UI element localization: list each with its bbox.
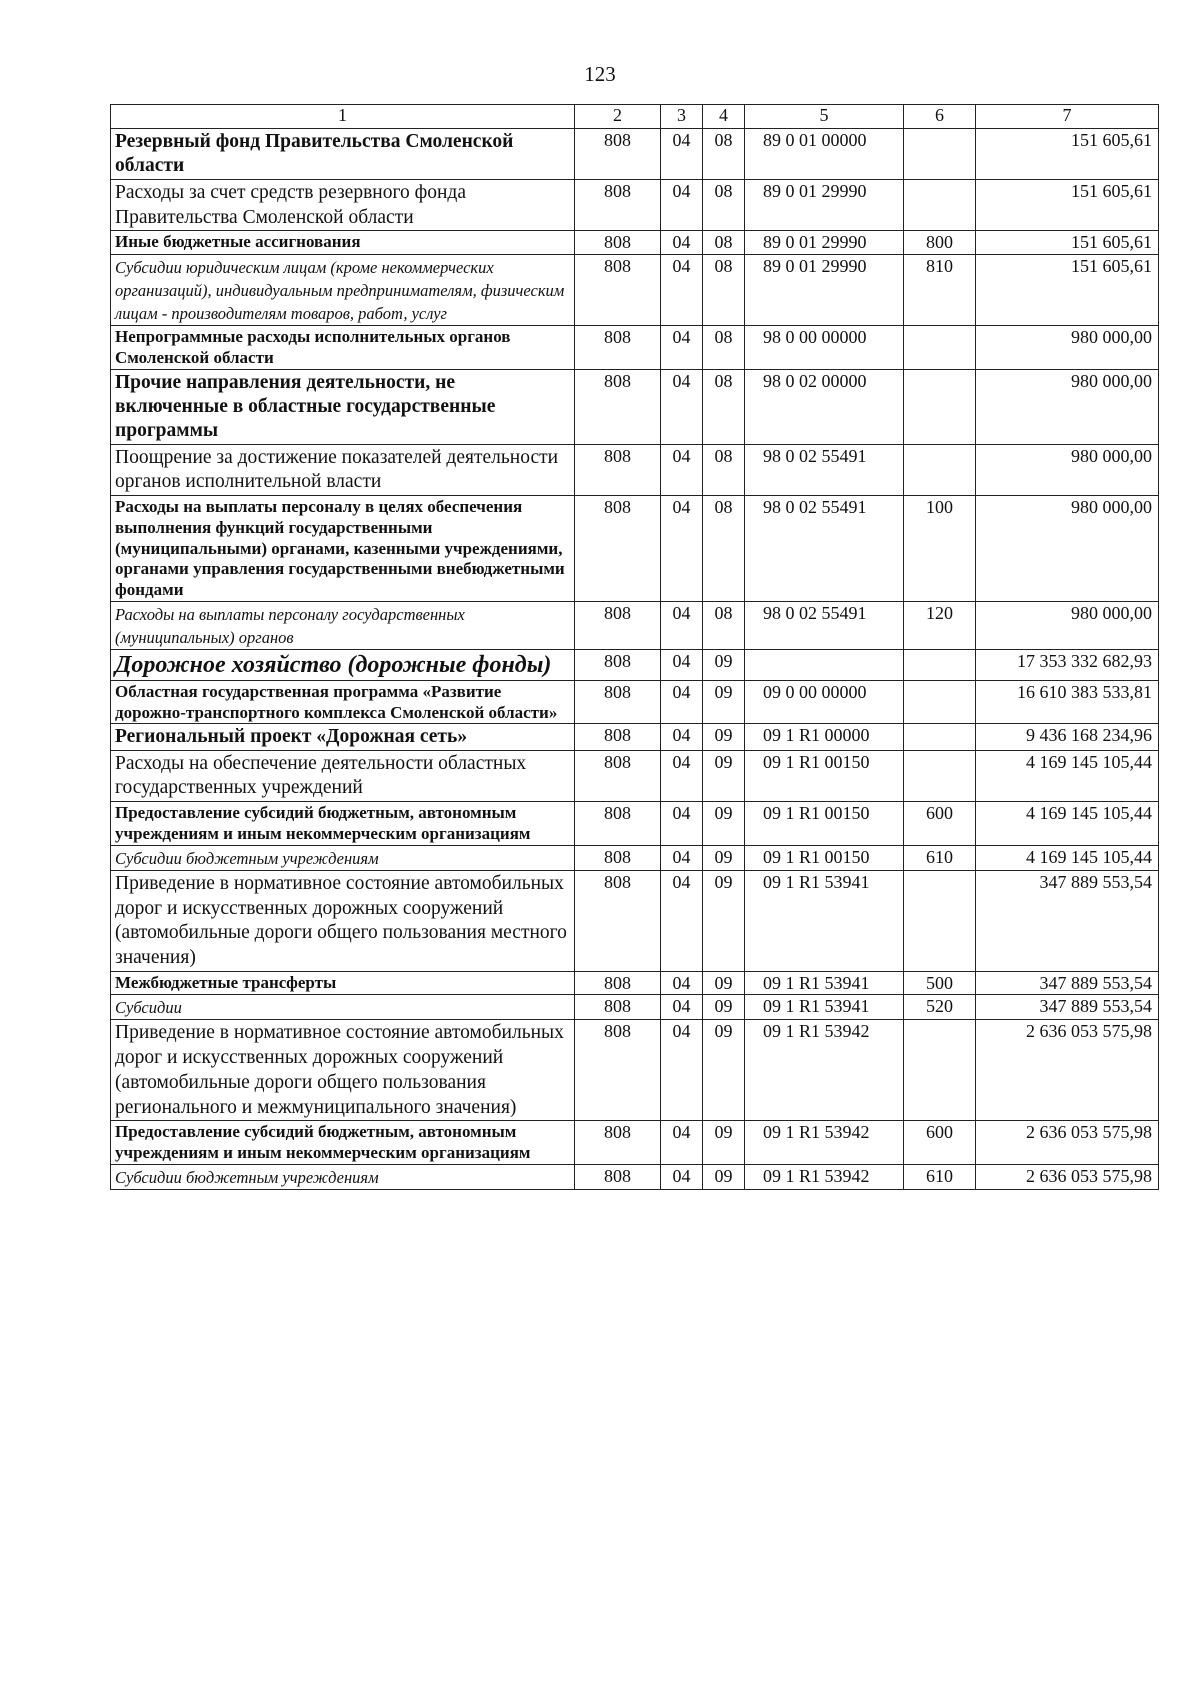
section-cell: 04 <box>661 724 703 750</box>
expense-type-cell <box>904 179 976 231</box>
amount-cell: 151 605,61 <box>976 231 1159 255</box>
table-row <box>111 680 1159 723</box>
amount-cell: 347 889 553,54 <box>976 971 1159 995</box>
amount-cell: 16 610 383 533,81 <box>976 680 1159 723</box>
grbs-cell: 808 <box>575 231 661 255</box>
section-cell: 04 <box>661 845 703 870</box>
expense-type-cell <box>904 650 976 681</box>
amount-cell: 4 169 145 105,44 <box>976 750 1159 802</box>
grbs-cell: 808 <box>575 444 661 496</box>
row-name-cell: Приведение в нормативное состояние автомобильных дорог и искусственных дорожных сооружений (автомобильные дороги общего пользования местного значения) <box>111 870 575 971</box>
table-row <box>111 326 1159 369</box>
target-article-cell: 09 0 00 00000 <box>745 680 904 723</box>
subsection-cell: 08 <box>703 254 745 325</box>
target-article-cell: 89 0 01 00000 <box>745 129 904 180</box>
row-name-cell: Субсидии бюджетным учреждениям <box>111 1164 575 1189</box>
row-name-cell: Дорожное хозяйство (дорожные фонды) <box>111 650 575 681</box>
row-name-cell: Расходы за счет средств резервного фонда Правительства Смоленской области <box>111 179 575 231</box>
row-name-cell: Областная государственная программа «Развитие дорожно-транспортного комплекса Смоленской области» <box>111 680 575 723</box>
budget-table <box>110 104 1159 1190</box>
table-row <box>111 254 1159 325</box>
expense-type-cell: 800 <box>904 231 976 255</box>
expense-type-cell <box>904 369 976 444</box>
grbs-cell: 808 <box>575 369 661 444</box>
expense-type-cell <box>904 326 976 369</box>
header-cell: 7 <box>976 105 1159 129</box>
expense-type-cell <box>904 870 976 971</box>
grbs-cell: 808 <box>575 995 661 1020</box>
target-article-cell: 09 1 R1 00150 <box>745 845 904 870</box>
row-name-cell: Иные бюджетные ассигнования <box>111 231 575 255</box>
grbs-cell: 808 <box>575 971 661 995</box>
section-cell: 04 <box>661 1164 703 1189</box>
expense-type-cell <box>904 724 976 750</box>
table-row <box>111 845 1159 870</box>
section-cell: 04 <box>661 444 703 496</box>
table-row <box>111 601 1159 649</box>
target-article-cell: 98 0 02 55491 <box>745 601 904 649</box>
table-row <box>111 650 1159 681</box>
amount-cell: 980 000,00 <box>976 601 1159 649</box>
section-cell: 04 <box>661 650 703 681</box>
grbs-cell: 808 <box>575 680 661 723</box>
amount-cell: 4 169 145 105,44 <box>976 802 1159 845</box>
subsection-cell: 08 <box>703 129 745 180</box>
amount-cell: 2 636 053 575,98 <box>976 1164 1159 1189</box>
page-number: 123 <box>584 62 616 86</box>
amount-cell: 151 605,61 <box>976 129 1159 180</box>
header-cell: 6 <box>904 105 976 129</box>
grbs-cell: 808 <box>575 802 661 845</box>
section-cell: 04 <box>661 995 703 1020</box>
subsection-cell: 09 <box>703 650 745 681</box>
subsection-cell: 09 <box>703 1020 745 1121</box>
target-article-cell: 09 1 R1 53941 <box>745 995 904 1020</box>
section-cell: 04 <box>661 1121 703 1164</box>
grbs-cell: 808 <box>575 601 661 649</box>
target-article-cell: 09 1 R1 53942 <box>745 1164 904 1189</box>
table-row <box>111 995 1159 1020</box>
target-article-cell <box>745 650 904 681</box>
header-cell: 5 <box>745 105 904 129</box>
subsection-cell: 09 <box>703 1121 745 1164</box>
subsection-cell: 09 <box>703 1164 745 1189</box>
table-row <box>111 1121 1159 1164</box>
row-name-cell: Субсидии юридическим лицам (кроме некоммерческих организаций), индивидуальным предпринимателям, физическим лицам - производителям товаров, работ, услуг <box>111 254 575 325</box>
header-cell: 4 <box>703 105 745 129</box>
table-row <box>111 802 1159 845</box>
row-name-cell: Предоставление субсидий бюджетным, автономным учреждениям и иным некоммерческим организациям <box>111 1121 575 1164</box>
row-name-cell: Региональный проект «Дорожная сеть» <box>111 724 575 750</box>
expense-type-cell: 610 <box>904 845 976 870</box>
expense-type-cell: 500 <box>904 971 976 995</box>
header-cell: 1 <box>111 105 575 129</box>
amount-cell: 980 000,00 <box>976 369 1159 444</box>
header-cell: 2 <box>575 105 661 129</box>
section-cell: 04 <box>661 750 703 802</box>
grbs-cell: 808 <box>575 845 661 870</box>
row-name-cell: Расходы на выплаты персоналу в целях обеспечения выполнения функций государственными (муниципальными) органами, казенными учреждениями, органами управления государственными внебюджетными фондами <box>111 496 575 602</box>
row-name-cell: Непрограммные расходы исполнительных органов Смоленской области <box>111 326 575 369</box>
amount-cell: 980 000,00 <box>976 496 1159 602</box>
amount-cell: 9 436 168 234,96 <box>976 724 1159 750</box>
row-name-cell: Расходы на выплаты персоналу государственных (муниципальных) органов <box>111 601 575 649</box>
amount-cell: 980 000,00 <box>976 444 1159 496</box>
row-name-cell: Резервный фонд Правительства Смоленской области <box>111 129 575 180</box>
target-article-cell: 98 0 02 55491 <box>745 444 904 496</box>
subsection-cell: 09 <box>703 870 745 971</box>
target-article-cell: 09 1 R1 00150 <box>745 750 904 802</box>
grbs-cell: 808 <box>575 129 661 180</box>
section-cell: 04 <box>661 1020 703 1121</box>
amount-cell: 151 605,61 <box>976 254 1159 325</box>
amount-cell: 17 353 332 682,93 <box>976 650 1159 681</box>
grbs-cell: 808 <box>575 1020 661 1121</box>
row-name-cell: Приведение в нормативное состояние автомобильных дорог и искусственных дорожных сооружений (автомобильные дороги общего пользования регионального и межмуниципального значения) <box>111 1020 575 1121</box>
expense-type-cell: 600 <box>904 1121 976 1164</box>
table-row <box>111 496 1159 602</box>
amount-cell: 2 636 053 575,98 <box>976 1121 1159 1164</box>
row-name-cell: Предоставление субсидий бюджетным, автономным учреждениям и иным некоммерческим организациям <box>111 802 575 845</box>
grbs-cell: 808 <box>575 870 661 971</box>
row-name-cell: Субсидии <box>111 995 575 1020</box>
subsection-cell: 09 <box>703 995 745 1020</box>
expense-type-cell <box>904 750 976 802</box>
target-article-cell: 09 1 R1 00000 <box>745 724 904 750</box>
table-row <box>111 444 1159 496</box>
target-article-cell: 89 0 01 29990 <box>745 231 904 255</box>
grbs-cell: 808 <box>575 750 661 802</box>
section-cell: 04 <box>661 971 703 995</box>
target-article-cell: 09 1 R1 00150 <box>745 802 904 845</box>
grbs-cell: 808 <box>575 179 661 231</box>
subsection-cell: 08 <box>703 496 745 602</box>
expense-type-cell: 610 <box>904 1164 976 1189</box>
subsection-cell: 09 <box>703 724 745 750</box>
table-row <box>111 1164 1159 1189</box>
expense-type-cell: 120 <box>904 601 976 649</box>
grbs-cell: 808 <box>575 650 661 681</box>
section-cell: 04 <box>661 231 703 255</box>
amount-cell: 347 889 553,54 <box>976 995 1159 1020</box>
expense-type-cell: 810 <box>904 254 976 325</box>
grbs-cell: 808 <box>575 724 661 750</box>
amount-cell: 347 889 553,54 <box>976 870 1159 971</box>
table-row <box>111 971 1159 995</box>
subsection-cell: 09 <box>703 680 745 723</box>
section-cell: 04 <box>661 179 703 231</box>
grbs-cell: 808 <box>575 254 661 325</box>
target-article-cell: 89 0 01 29990 <box>745 179 904 231</box>
expense-type-cell <box>904 1020 976 1121</box>
subsection-cell: 09 <box>703 845 745 870</box>
grbs-cell: 808 <box>575 496 661 602</box>
table-row <box>111 1020 1159 1121</box>
target-article-cell: 09 1 R1 53941 <box>745 971 904 995</box>
header-cell: 3 <box>661 105 703 129</box>
section-cell: 04 <box>661 802 703 845</box>
row-name-cell: Прочие направления деятельности, не включенные в областные государственные программы <box>111 369 575 444</box>
table-row <box>111 129 1159 180</box>
section-cell: 04 <box>661 129 703 180</box>
section-cell: 04 <box>661 326 703 369</box>
subsection-cell: 08 <box>703 369 745 444</box>
section-cell: 04 <box>661 496 703 602</box>
grbs-cell: 808 <box>575 1121 661 1164</box>
table-row <box>111 870 1159 971</box>
amount-cell: 4 169 145 105,44 <box>976 845 1159 870</box>
subsection-cell: 08 <box>703 179 745 231</box>
section-cell: 04 <box>661 870 703 971</box>
target-article-cell: 09 1 R1 53942 <box>745 1020 904 1121</box>
amount-cell: 980 000,00 <box>976 326 1159 369</box>
expense-type-cell <box>904 444 976 496</box>
target-article-cell: 09 1 R1 53941 <box>745 870 904 971</box>
row-name-cell: Расходы на обеспечение деятельности областных государственных учреждений <box>111 750 575 802</box>
subsection-cell: 09 <box>703 802 745 845</box>
table-row <box>111 750 1159 802</box>
subsection-cell: 09 <box>703 750 745 802</box>
target-article-cell: 98 0 02 55491 <box>745 496 904 602</box>
target-article-cell: 89 0 01 29990 <box>745 254 904 325</box>
section-cell: 04 <box>661 601 703 649</box>
header-row <box>111 105 1159 129</box>
table-row <box>111 724 1159 750</box>
section-cell: 04 <box>661 254 703 325</box>
subsection-cell: 08 <box>703 601 745 649</box>
table-row <box>111 179 1159 231</box>
target-article-cell: 09 1 R1 53942 <box>745 1121 904 1164</box>
expense-type-cell <box>904 680 976 723</box>
amount-cell: 151 605,61 <box>976 179 1159 231</box>
expense-type-cell: 600 <box>904 802 976 845</box>
row-name-cell: Межбюджетные трансферты <box>111 971 575 995</box>
section-cell: 04 <box>661 369 703 444</box>
subsection-cell: 09 <box>703 971 745 995</box>
table-row <box>111 369 1159 444</box>
expense-type-cell: 100 <box>904 496 976 602</box>
grbs-cell: 808 <box>575 326 661 369</box>
subsection-cell: 08 <box>703 444 745 496</box>
row-name-cell: Субсидии бюджетным учреждениям <box>111 845 575 870</box>
target-article-cell: 98 0 02 00000 <box>745 369 904 444</box>
subsection-cell: 08 <box>703 231 745 255</box>
table-row <box>111 231 1159 255</box>
subsection-cell: 08 <box>703 326 745 369</box>
expense-type-cell <box>904 129 976 180</box>
grbs-cell: 808 <box>575 1164 661 1189</box>
expense-type-cell: 520 <box>904 995 976 1020</box>
row-name-cell: Поощрение за достижение показателей деятельности органов исполнительной власти <box>111 444 575 496</box>
amount-cell: 2 636 053 575,98 <box>976 1020 1159 1121</box>
section-cell: 04 <box>661 680 703 723</box>
target-article-cell: 98 0 00 00000 <box>745 326 904 369</box>
